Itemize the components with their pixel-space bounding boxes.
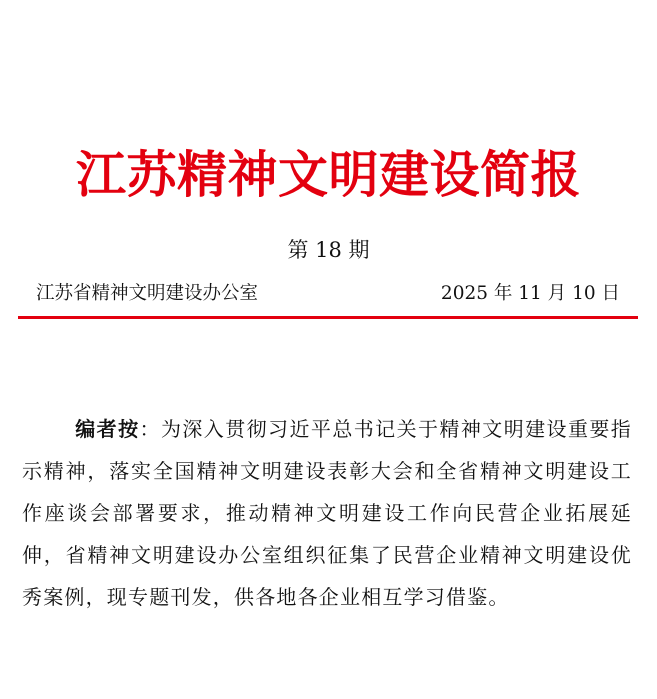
editor-note-label: 编者按 — [75, 417, 140, 441]
masthead-divider-rule — [18, 316, 638, 319]
publish-date: 2025 年 11 月 10 日 — [440, 283, 620, 304]
bulletin-masthead-title: 江苏精神文明建设简报 — [76, 145, 581, 204]
editor-note-separator: ： — [139, 417, 161, 441]
bulletin-meta-row — [36, 279, 620, 309]
publisher-name: 江苏省精神文明建设办公室 — [36, 283, 259, 304]
issue-number: 第 18 期 — [287, 238, 370, 262]
editor-note-text: 为深入贯彻习近平总书记关于精神文明建设重要指示精神，落实全国精神文明建设表彰大会和全省精神文明建设工作座谈会部署要求，推动精神文明建设工作向民营企业拓展延伸，省精神文明建设办公室组织征集了民营企业精神文明建设优秀案例，现专题刊发，供各地各企业相互学习借鉴。 — [22, 417, 633, 609]
editor-note-paragraph — [22, 408, 632, 618]
